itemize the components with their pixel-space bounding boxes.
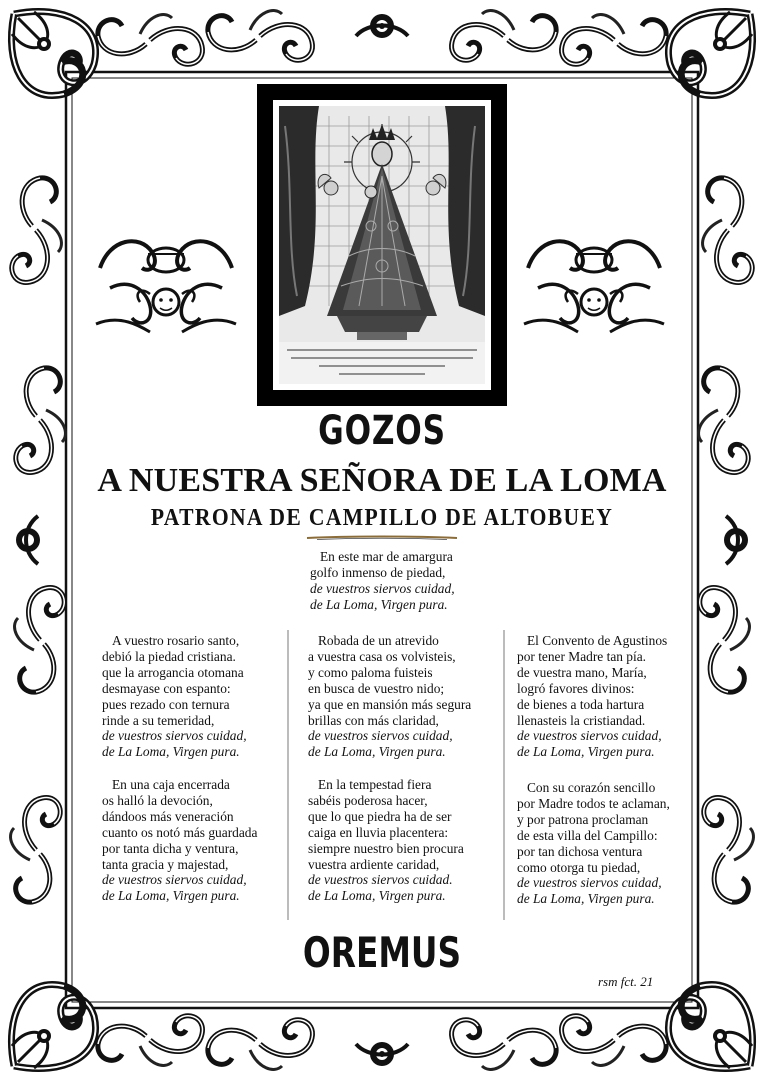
verse-line: os halló la devoción, (102, 792, 213, 808)
subtitle: PATRONA DE CAMPILLO DE ALTOBUEY (150, 505, 614, 531)
verse-line: en busca de vuestro nido; (308, 680, 445, 696)
stanza-6 (517, 780, 670, 907)
verse-line: caiga en lluvia placentera: (308, 824, 449, 840)
refrain-line: de vuestros siervos cuidad. (308, 872, 453, 888)
verse-line: El Convento de Agustinos (527, 633, 668, 648)
verse-line: logró favores divinos: (517, 680, 635, 696)
verse-line: como otorga tu piedad, (517, 859, 641, 875)
verse-line: cuanto os notó más guardada (102, 824, 258, 840)
stanza-2 (308, 633, 471, 760)
oremus-heading: OREMUS (302, 928, 462, 977)
verse-line: vuestra ardiente caridad, (308, 856, 440, 872)
verse-line: A vuestro rosario santo, (112, 633, 240, 648)
title-underline-ornament (307, 535, 457, 541)
verse-line: de bienes a toda hartura (517, 696, 645, 712)
verse-line: y como paloma fuisteis (308, 664, 433, 680)
verse-line: brillas con más claridad, (308, 712, 439, 728)
verse-line: golfo inmenso de piedad, (310, 564, 446, 580)
verse-line: de vuestra mano, María, (517, 664, 647, 680)
verse-line: y por patrona proclaman (517, 811, 649, 827)
verse-line: En una caja encerrada (112, 777, 230, 792)
verse-line: de esta villa del Campillo: (517, 827, 658, 843)
refrain-line: de La Loma, Virgen pura. (102, 744, 240, 760)
verse-line: desmayase con espanto: (102, 680, 231, 696)
refrain-line: de La Loma, Virgen pura. (517, 891, 655, 907)
refrain-line: de vuestros siervos cuidad, (102, 728, 247, 744)
verse-line: dándoos más veneración (102, 808, 234, 824)
column-divider-right (503, 630, 505, 920)
verse-line: Con su corazón sencillo (527, 780, 656, 795)
refrain-line: de La Loma, Virgen pura. (517, 744, 655, 760)
verse-line: En este mar de amargura (320, 549, 453, 564)
right-cherub-ornament (518, 228, 670, 340)
refrain-line: de La Loma, Virgen pura. (102, 888, 240, 904)
refrain-line: de La Loma, Virgen pura. (310, 596, 448, 612)
refrain-line: de vuestros siervos cuidad, (517, 875, 662, 891)
column-divider-left (287, 630, 289, 920)
left-cherub-ornament (90, 228, 242, 340)
verse-line: a vuestra casa os volvisteis, (308, 648, 456, 664)
verse-line: rinde a su temeridad, (102, 712, 215, 728)
refrain-line: de La Loma, Virgen pura. (308, 744, 446, 760)
verse-line: debió la piedad cristiana. (102, 648, 236, 664)
main-title: A NUESTRA SEÑORA DE LA LOMA (97, 462, 667, 499)
refrain-line: de vuestros siervos cuidad, (308, 728, 453, 744)
refrain-line: de vuestros siervos cuidad, (517, 728, 662, 744)
stanza-3 (517, 633, 667, 760)
virgin-engraving-image (279, 106, 485, 384)
verse-line: Robada de un atrevido (318, 633, 439, 648)
verse-line: por tan dichosa ventura (517, 843, 643, 859)
verse-line: ya que en mansión más segura (308, 696, 472, 712)
verse-line: siempre nuestro bien procura (308, 840, 464, 856)
verse-line: En la tempestad fiera (318, 777, 432, 792)
refrain-line: de La Loma, Virgen pura. (308, 888, 446, 904)
verse-line: sabéis poderosa hacer, (308, 792, 428, 808)
stanza-4 (102, 777, 257, 904)
verse-line: pues rezado con ternura (102, 696, 230, 712)
verse-line: por tanta dicha y ventura, (102, 840, 239, 856)
refrain-line: de vuestros siervos cuidad, (310, 580, 455, 596)
verse-line: por Madre todos te aclaman, (517, 795, 670, 811)
virgin-image-mat (273, 100, 491, 390)
stanza-5 (308, 777, 464, 904)
verse-line: por tener Madre tan pía. (517, 648, 647, 664)
intro-stanza (310, 549, 455, 613)
virgin-image-frame (257, 84, 507, 406)
gozos-heading: GOZOS (318, 408, 446, 454)
verse-line: que lo que piedra ha de ser (308, 808, 452, 824)
author-signature: rsm fct. 21 (598, 974, 654, 989)
verse-line: llenasteis la cristiandad. (517, 712, 646, 728)
verse-line: que la arrogancia otomana (102, 664, 244, 680)
verse-line: tanta gracia y majestad, (102, 856, 229, 872)
refrain-line: de vuestros siervos cuidad, (102, 872, 247, 888)
stanza-1 (102, 633, 247, 760)
